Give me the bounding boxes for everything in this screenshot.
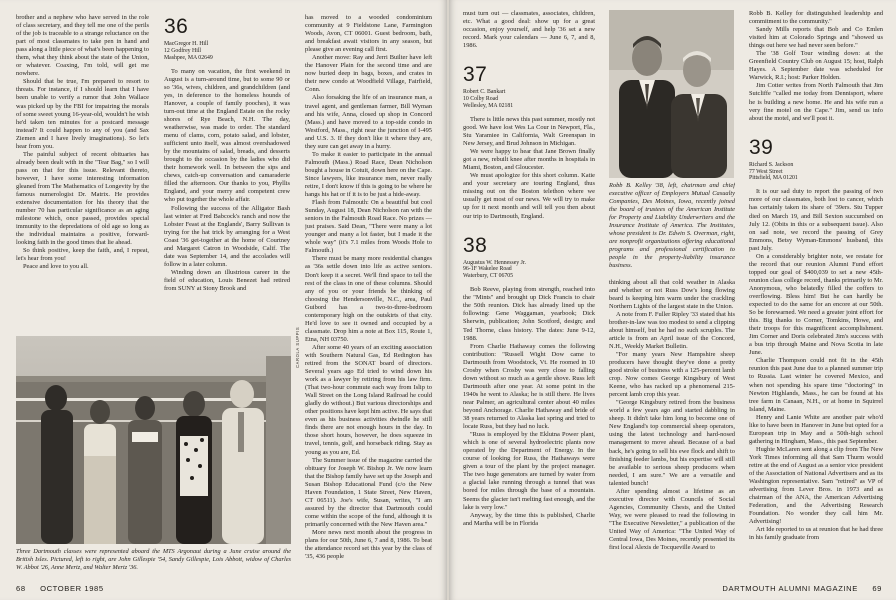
paragraph: Art Ide reported to us at reunion that he had three in his family graduate from: [749, 526, 883, 542]
secretary-name: Augustus W. Hennessey Jr.: [463, 259, 526, 266]
issue-date: OCTOBER 1985: [40, 584, 104, 593]
paragraph: The '38 Golf Tour winding down: at the Greenfield Country Club on August 15; host, Ralph Hayes. A September date was scheduled for Warwick, R.I.; host: Parker Holden.: [749, 50, 883, 82]
paragraph: The Summer issue of the magazine carried the obituary for Joseph W. Bishop Jr. We now learn that the Bishop family have set up the Joseph and Susan Bishop Educational Fund (c/o the New Haven Foundation, 1 State Street, New Haven, CT 06511). Joe's wife, Susan, writes, "I am assured by the director that Dartmouth could come within the scope of the fund, although it is primarily concerned with the New Haven area.": [305, 456, 432, 528]
paragraph: Flash from Falmouth: On a beautiful but cool Sunday, August 18, Dean Nicholson ran with the seniors in the Falmouth Road Race. No prizes — just praises. Said Dean, "There were many a lot younger and many a lot faster, but I made it the whole way" (it's 7.1 miles from Woods Hole to Falmouth.): [305, 199, 432, 255]
paragraph: "For many years New Hampshire sheep producers have thought they've done a pretty good stroke of business with a 125-percent lamb crop. Now comes George Kingsbury of West Keene, who has racked up a phenomenal 215-percent lamb crop this year.: [609, 350, 735, 399]
secretary-name: Richard S. Jackson: [749, 161, 794, 168]
paragraph: has moved to a wooded condominium community at 9 Fieldstone Lane, Farmington Woods, Avon, CT 06001. Guest bedroom, bath, and breakfast await visitors in any season, but please give an evening call first.: [305, 14, 432, 54]
paragraph: must turn out — classmates, associates, children, etc. What a good deal: show up for a great occasion, enjoy yourself, and help '36 set a new record. Mark your calendars — June 6, 7, and 8, 1986.: [463, 10, 595, 50]
page-number: 69: [872, 584, 882, 593]
paragraph: After spending almost a lifetime as an executive director with Councils of Social Agencies, Community Chests, and the United Way, we were pleased to read the following in "The Executive Newsletter," a publication of the United Way of America: "The United Way of Central Iowa, Des Moines, recently presented its first local Alexis de Tocqueville Award to: [609, 487, 735, 552]
paragraph: Following the success of the Alligator Bash last winter at Fred Babcock's ranch and now the Lobster Feast at the Englands', Barry Sullivan is trying for the hat trick by arranging for a West Coast '36 get-together at the home of Courtney and Margaret Catron in Woodside, Calif. The date was September 14, and the accolades will follow in a later column.: [164, 204, 290, 268]
paragraph: On a considerably brighter note, we restate for the record that our reunion Alumni Fund effort topped our goal of $400,039 to set a new 45th-reunion class college record, thanks primarily to Mr. Anonymous, who belatedly filled the coffers to overflowing. Bless him! But he can hardly be expected to do the same for an encore at our 50th. So be forewarned. We need a greater joint effort for this. Big thanks to Corner, Tomkins, Howe, and their troops for this magnificent accomplishment. Jim Corner and Doris celebrated Jim's success with a bus trip through Maine and Nova Scotia in late June.: [749, 252, 883, 357]
page-folio-left: [16, 584, 104, 593]
paragraph: Another move: Ray and Jerri Builter have left the Hanover Plain for the second time and are now buried deep in bags, boxes, and crates in their new condo at Woodfield Village, Fairfield, Conn.: [305, 54, 432, 94]
secretary-town: Pittsfield, MA 01201: [749, 175, 798, 182]
left-column-3: [305, 14, 432, 576]
paragraph: So think positive, keep the faith, and, I repeat, let's hear from you!: [16, 247, 149, 263]
paragraph: Charlie Thompson could not fit in the 45th reunion this past June due to a planned summer trip to Russia. Last winter he covered Mexico, and when not spending his spare time "doctoring" in Newton Highlands, Mass., he can be found at his tree farm in Canaan, N.H., or at home in Squirrel Island, Maine.: [749, 357, 883, 413]
class-number-37: 37: [463, 63, 488, 87]
right-column-2: [609, 182, 735, 580]
secretary-town: Mashpee, MA 02649: [164, 54, 213, 61]
secretary-street: 10 Colby Road: [463, 96, 499, 103]
paragraph: A note from F. Fuller Ripley '33 stated that his brother-in-law was too modest to send a clipping about himself, but he had no such scruples. The article is from an April issue of the Concord, N.H., Weekly Market Bulletin.: [609, 310, 735, 350]
secretary-town: Wellesley, MA 02181: [463, 103, 514, 110]
paragraph: From Charlie Hathaway comes the following contribution: "Russell Wight Dow came to Dartmouth from Woodstock, Vt. He roomed in 10 Crosby when Crosby was very close to falling down without so much as a gentle shove. Russ left Dartmouth after one year. At some point in the 1940s he went to Alaska; he is still there. He lives near Palmer, an agricultural center about 40 miles beyond Anchorage. Charlie Hathaway and bride of 38 years returned to Alaska last spring and tried to locate Russ, but they had no luck.: [463, 342, 595, 431]
right-page: [449, 0, 896, 600]
trustees-photo-graphic: [609, 10, 734, 178]
secretary-street: 96-1F Wakelee Road: [463, 266, 512, 273]
secretary-town: Waterbury, CT 06705: [463, 273, 514, 280]
class-secretary-address: [463, 89, 595, 110]
paragraph: Robb B. Kelley for distinguished leadership and commitment to the community.": [749, 10, 883, 26]
paragraph: "Russ is employed by the Eklutna Power plant, which is one of several hydroelectric plants now operated by the Department of Energy. In the course of looking for Russ, the Hathaways were given a tour of the plant by the project manager. The two huge generators are turned by water from a glacial lake running through a tunnel that was bored for miles through the base of a mountain. Seems the glacier isn't melting fast enough, and the lake is very low.": [463, 431, 595, 511]
paragraph: thinking about all that cold weather in Alaska and whether or not Russ Dow's long flowing beard is keeping him warm under the crackling Northern Lights of the largest state in the Union.: [609, 278, 735, 310]
cruise-photo-graphic: [16, 336, 291, 544]
paragraph: More news next month about the progress in plans for our 50th, June 6, 7 and 8, 1986. To beat the attendance record set this year by the class of '35, 436 people: [305, 529, 432, 561]
left-column-2: [164, 14, 290, 326]
left-page: [0, 0, 447, 600]
cruise-group-photo: [16, 336, 291, 544]
paragraph: To make it easier to participate in the annual Falmouth (Mass.) Road Race, Dean Nicholson bought a house in Cotuit, down here on the Cape. Since lawyers, like insurance men, never really retire, I don't know if this is going to be where he hangs his hat or if it is to be just a hide-away.: [305, 150, 432, 199]
class-secretary-address: [463, 260, 595, 281]
paragraph: Peace and love to you all.: [23, 263, 89, 271]
photo-credit: CAROLA SUPPIS: [295, 326, 300, 368]
paragraph: Anyway, by the time this is published, Charlie and Martha will be in Florida: [463, 511, 595, 527]
paragraph: To many on vacation, the first weekend in August is a turn-around time, but to some 90 or so '36s, wives, children, and grandchildren (and yes, in deference to the homeless hounds of Hanover, a couple of family pooches), it was turn-out time at the England Estate on the rocky shores of Rye Beach, N.H. The day, weatherwise, was made to order. The standard menu of clams, corn, potato salad, and lobster, sufficient unto itself, was almost overshadowed by the mountains of salad, breads, and desserts brought to the occasion by the ladies who did their homework well. In between the sips and chews, catch-up conversation and camaraderie filled the afternoon. Our thanks to you, Phyllis England, and your merry and competent crew who put together the whole affair.: [164, 67, 290, 204]
secretary-name: MacGregor H. Hill: [164, 41, 209, 47]
page-folio-right: [722, 584, 882, 593]
paragraph: There is little news this past summer, mostly not good. We have lost Wes La Cour in Newport, Fla., Stu Yaramiee in California, Walt Greenspan in New Jersey, and Brud Johnson in Michigan.: [463, 115, 595, 148]
paragraph: Bob Reeve, playing from strength, reached into the "Mints" and brought up Dick Francis to chair the 50th reunion. Dick has already lined up the following: Gene Waggaman, yearbook; Dick Sherwin, publication; John Scotford, design; and Ted Thorne, class history. The dates: June 9-12, 1988.: [463, 286, 595, 342]
paragraph: Should that be true, I'm prepared to resort to threats. For instance, if I should learn that I have been unable to verify a rumor that John Wallace was picked up by the FBI for impairing the morals of some sweet young 16-year-old, wouldn't he wish he'd taken ten minutes for a postcard message instead? It could happen to any of you (and Sax Ziemen and I have lively imaginations). So let's hear from you.: [16, 78, 149, 150]
paragraph: "George Kingsbury retired from the business world a few years ago and started dabbling in sheep. It didn't take him long to become one of New England's top commercial sheep operators, using the latest technology and hard-nosed management to move ahead. Because of a bad back, he's going to sell his ewe flock and shift to finishing feeder lambs, but his expertise will still be available to serious sheep producers when needed, I am sure." We are a versatile and talented bunch!: [609, 399, 735, 487]
publication-name: DARTMOUTH ALUMNI MAGAZINE: [722, 584, 858, 593]
paragraph: It is our sad duty to report the passing of two more of our classmates, both lost to cancer, which has certainly taken its share of '39ers. Stu Tupper died on March 19, and Bill Sexton succumbed on July 12. (Obits in this or a subsequent issue). Also on sad note, we record the passing of Grey Emmons, Betsy Wyman-Emmons' husband, this past July.: [749, 188, 883, 252]
paragraph: Also forsaking the life of an insurance man, a travel agent, and gentleman farmer, Bill Wyman and his wife, Anna, closed up shop in Concord (Mass.) and have moved to a top-side condo in Westford, Mass., right near the junction of I-495 and U.S. 3. If they don't like it where they are, they sure can get away in a hurry.: [305, 94, 432, 150]
paragraph: There must be many more residential changes as '36s settle down into life as active seniors. Don't keep it a secret. We'll find space to tell the rest of the class in one of these columns. Should any of you or your friends be thinking of choosing the Hendersonville, N.C., area, Paul Guibord has a two-to-three-bedroom contemporary high on the outskirts of that city. He'd love to see it owned and occupied by a classmate. Drop him a note at Box 115, Route 1, Etna, NH 03750.: [305, 255, 432, 343]
right-column-3: [749, 10, 883, 582]
class-secretary-address: [749, 162, 883, 183]
paragraph: Sandy Mills reports that Bob and Co Emlen visited him at Colorado Springs and "showed us things out here we had never seen before.": [749, 26, 883, 50]
class-secretary-address: [164, 41, 290, 62]
paragraph: Winding down an illustrious career in the field of education, Louis Benezet had retired from SUNY at Stony Brook and: [164, 268, 290, 292]
paragraph: We must apologize for this short column. Katie and your secretary are touring England, thus missing out on the Boston telethon where we usually get most of our news. We will try to make up for it next month and will tell you then about our trip to Dartmouth, England.: [463, 172, 595, 220]
paragraph: Henry and Lanie White are another pair who'd like to have been in Hanover in June but opted for a European trip in May and a 50th-high school gathering in Hingham, Mass., this past September.: [749, 413, 883, 445]
trustees-photo-caption: Robb B. Kelley '38, left, chairman and chief executive officer of Employers Mutual Casualty Companies, Des Moines, Iowa, recently joined the board of trustees of the American Institute for Property and Liability Underwriters and the Insurance Institute of America. The Institutes, whose president is Dr. Edwin S. Overman, right, are nonprofit organizations offering educational programs and professional certification to people in the property-liability insurance business.: [609, 182, 735, 270]
trustees-photo: [609, 10, 734, 178]
paragraph: brother and a nephew who have served in the role of class secretary, and they tell me one of the perils of the job is traceable to a strange reluctance on the part of most classmates to take pen in hand and pass along a little piece of what's been happening to them, what they think about the state of the Union, or whatever. Coaxing, I'm told, will get me nowhere.: [16, 14, 149, 78]
page-number: 68: [16, 584, 26, 593]
secretary-name: Robert C. Bankart: [463, 89, 506, 96]
left-column-1: [16, 14, 149, 334]
photo-caption: Three Dartmouth classes were represented aboard the MTS Argonaut during a June cruise around the British Isles. Pictured, left to right, are John Gillespie '54, Sandy Gillespie, Lois Abbott, widow of Charles W. Abbot '26, Anne Mertz, and Walter Mertz '36.: [16, 548, 291, 571]
paragraph: We were happy to hear that Jane Brown finally got a new, rebuilt knee after months in hospitals in Miami, Boston, and Gloucester.: [463, 148, 595, 172]
class-number-39: 39: [749, 135, 774, 159]
class-number-36: 36: [164, 15, 189, 38]
paragraph: Jim Cotter writes from North Falmouth that Jim Sutcliffe "called me today from Dennisport, where he is building a new home. He and his wife run a very fine motel on the Cape." Jim, send us info about the motel, and we'll post it.: [749, 82, 883, 122]
secretary-street: 12 Godfrey Hill: [164, 47, 202, 54]
paragraph: The painful subject of recent obituaries has already been dealt with in the "Tear Bag," so I will pass on that for this issue. Relevant thereto, however, I have some interesting information gleaned from The Mathematics of Longevity by the famous numerologist Dr. Matrix. He provides extensive documentation for his theory that the number 70 has particular significance as an aging milestone which, once passed, provides special immunity to the depredations of old age so long as the individual maintains a positive, forward-looking faith in the good times that lie ahead.: [16, 150, 149, 247]
class-number-38: 38: [463, 233, 488, 257]
right-column-1: [463, 10, 595, 582]
paragraph: Hughie McLaren sent along a clip from The New York Times informing all that Sam Thurm would retire at the end of August as a senior vice president of the Association of National Advertisers and as its Washington representative. Sam "retired" as VP of advertising from Lever Bros. in 1973 and as chairman of the ANA, the American Advertising Federation, and the Advertising Research Foundation. No wonder they call him Mr. Advertising!: [749, 445, 883, 526]
secretary-street: 77 West Street: [749, 168, 783, 175]
paragraph: After some 40 years of an exciting association with Southern Natural Gas, Ed Redington has retired from the SONAT board of directors. Several years ago Ed tried to wind down his work as a lawyer by retiring from his law firm. (That two-hour commute each way from Islip to Wall Street on the Long Island Railroad he could gladly do without.) But various directorships and other positions have kept him active. He says that even as his business activities dwindle he still finds there are not enough hours in the day. In those short hours, however, he does squeeze in travel, tennis, golf, and horseback riding. Stay as young as you are, Ed.: [305, 343, 432, 456]
